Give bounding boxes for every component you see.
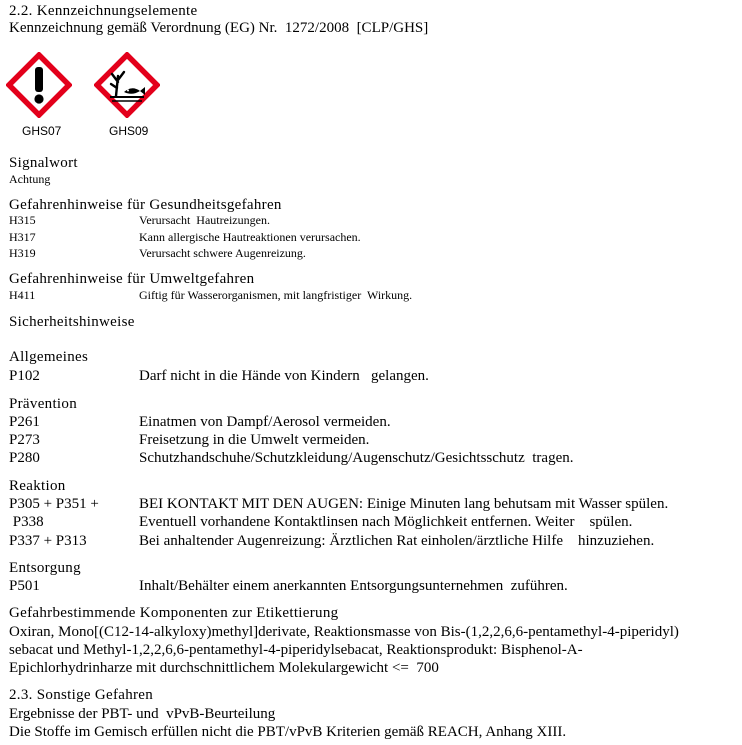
exclamation-mark-icon — [6, 52, 72, 118]
precaution-code: P261 — [9, 414, 40, 430]
signal-word-label: Signalwort — [9, 155, 78, 171]
section-heading-2-3: 2.3. Sonstige Gefahren — [9, 687, 154, 703]
precaution-code: P337 + P313 — [9, 533, 87, 549]
precaution-code: P501 — [9, 578, 40, 594]
precaution-code: P305 + P351 + — [9, 496, 99, 512]
section-heading-2-2: 2.2. Kennzeichnungselemente — [9, 3, 198, 19]
precaution-text: Eventuell vorhandene Kontaktlinsen nach Möglichkeit entfernen. Weiter spülen. — [139, 514, 633, 530]
environment-icon — [94, 52, 160, 118]
hazard-text: Verursacht schwere Augenreizung. — [139, 246, 306, 260]
precaution-text: Schutzhandschuhe/Schutzkleidung/Augenschutz/Gesichtsschutz tragen. — [139, 450, 574, 466]
components-title: Gefahrbestimmende Komponenten zur Etikettierung — [9, 605, 339, 621]
prevention-title: Prävention — [9, 396, 77, 412]
hazard-code: H317 — [9, 230, 36, 244]
components-line: Epichlorhydrinharze mit durchschnittlichem Molekulargewicht <= 700 — [9, 660, 439, 676]
precaution-code: P102 — [9, 368, 40, 384]
precaution-text: Darf nicht in die Hände von Kindern gelangen. — [139, 368, 429, 384]
precaution-text: Inhalt/Behälter einem anerkannten Entsorgungsunternehmen zuführen. — [139, 578, 568, 594]
health-hazards-title: Gefahrenhinweise für Gesundheitsgefahren — [9, 197, 282, 213]
signal-word-value: Achtung — [9, 172, 51, 186]
precaution-code: P280 — [9, 450, 40, 466]
precaution-code: P338 — [9, 514, 44, 530]
hazard-text: Kann allergische Hautreaktionen verursachen. — [139, 230, 361, 244]
hazard-text: Verursacht Hautreizungen. — [139, 213, 270, 227]
environment-hazards-title: Gefahrenhinweise für Umweltgefahren — [9, 271, 255, 287]
pictogram-label-ghs09: GHS09 — [109, 124, 149, 138]
hazard-code: H315 — [9, 213, 36, 227]
general-title: Allgemeines — [9, 349, 89, 365]
hazard-code: H319 — [9, 246, 36, 260]
safety-title: Sicherheitshinweise — [9, 314, 135, 330]
response-title: Reaktion — [9, 478, 66, 494]
regulation-line: Kennzeichnung gemäß Verordnung (EG) Nr. 1272/2008 [CLP/GHS] — [9, 20, 429, 36]
pictogram-label-ghs07: GHS07 — [22, 124, 62, 138]
components-line: sebacat und Methyl-1,2,2,6,6-pentamethyl-4-piperidylsebacat, Reaktionsprodukt: Bisphenol-A- — [9, 642, 583, 658]
precaution-text: Einatmen von Dampf/Aerosol vermeiden. — [139, 414, 391, 430]
precaution-text: Freisetzung in die Umwelt vermeiden. — [139, 432, 370, 448]
precaution-text: Bei anhaltender Augenreizung: Ärztlichen Rat einholen/ärztliche Hilfe hinzuziehen. — [139, 533, 655, 549]
components-line: Oxiran, Mono[(C12-14-alkyloxy)methyl]derivate, Reaktionsmasse von Bis-(1,2,2,6,6-pentamethyl-4-piperidyl) — [9, 624, 679, 640]
precaution-text: BEI KONTAKT MIT DEN AUGEN: Einige Minuten lang behutsam mit Wasser spülen. — [139, 496, 669, 512]
disposal-title: Entsorgung — [9, 560, 81, 576]
pbt-subtitle: Ergebnisse der PBT- und vPvB-Beurteilung — [9, 706, 276, 722]
pbt-text: Die Stoffe im Gemisch erfüllen nicht die PBT/vPvB Kriterien gemäß REACH, Anhang XIII. — [9, 724, 567, 740]
hazard-code: H411 — [9, 288, 36, 302]
hazard-text: Giftig für Wasserorganismen, mit langfristiger Wirkung. — [139, 288, 413, 302]
precaution-code: P273 — [9, 432, 40, 448]
